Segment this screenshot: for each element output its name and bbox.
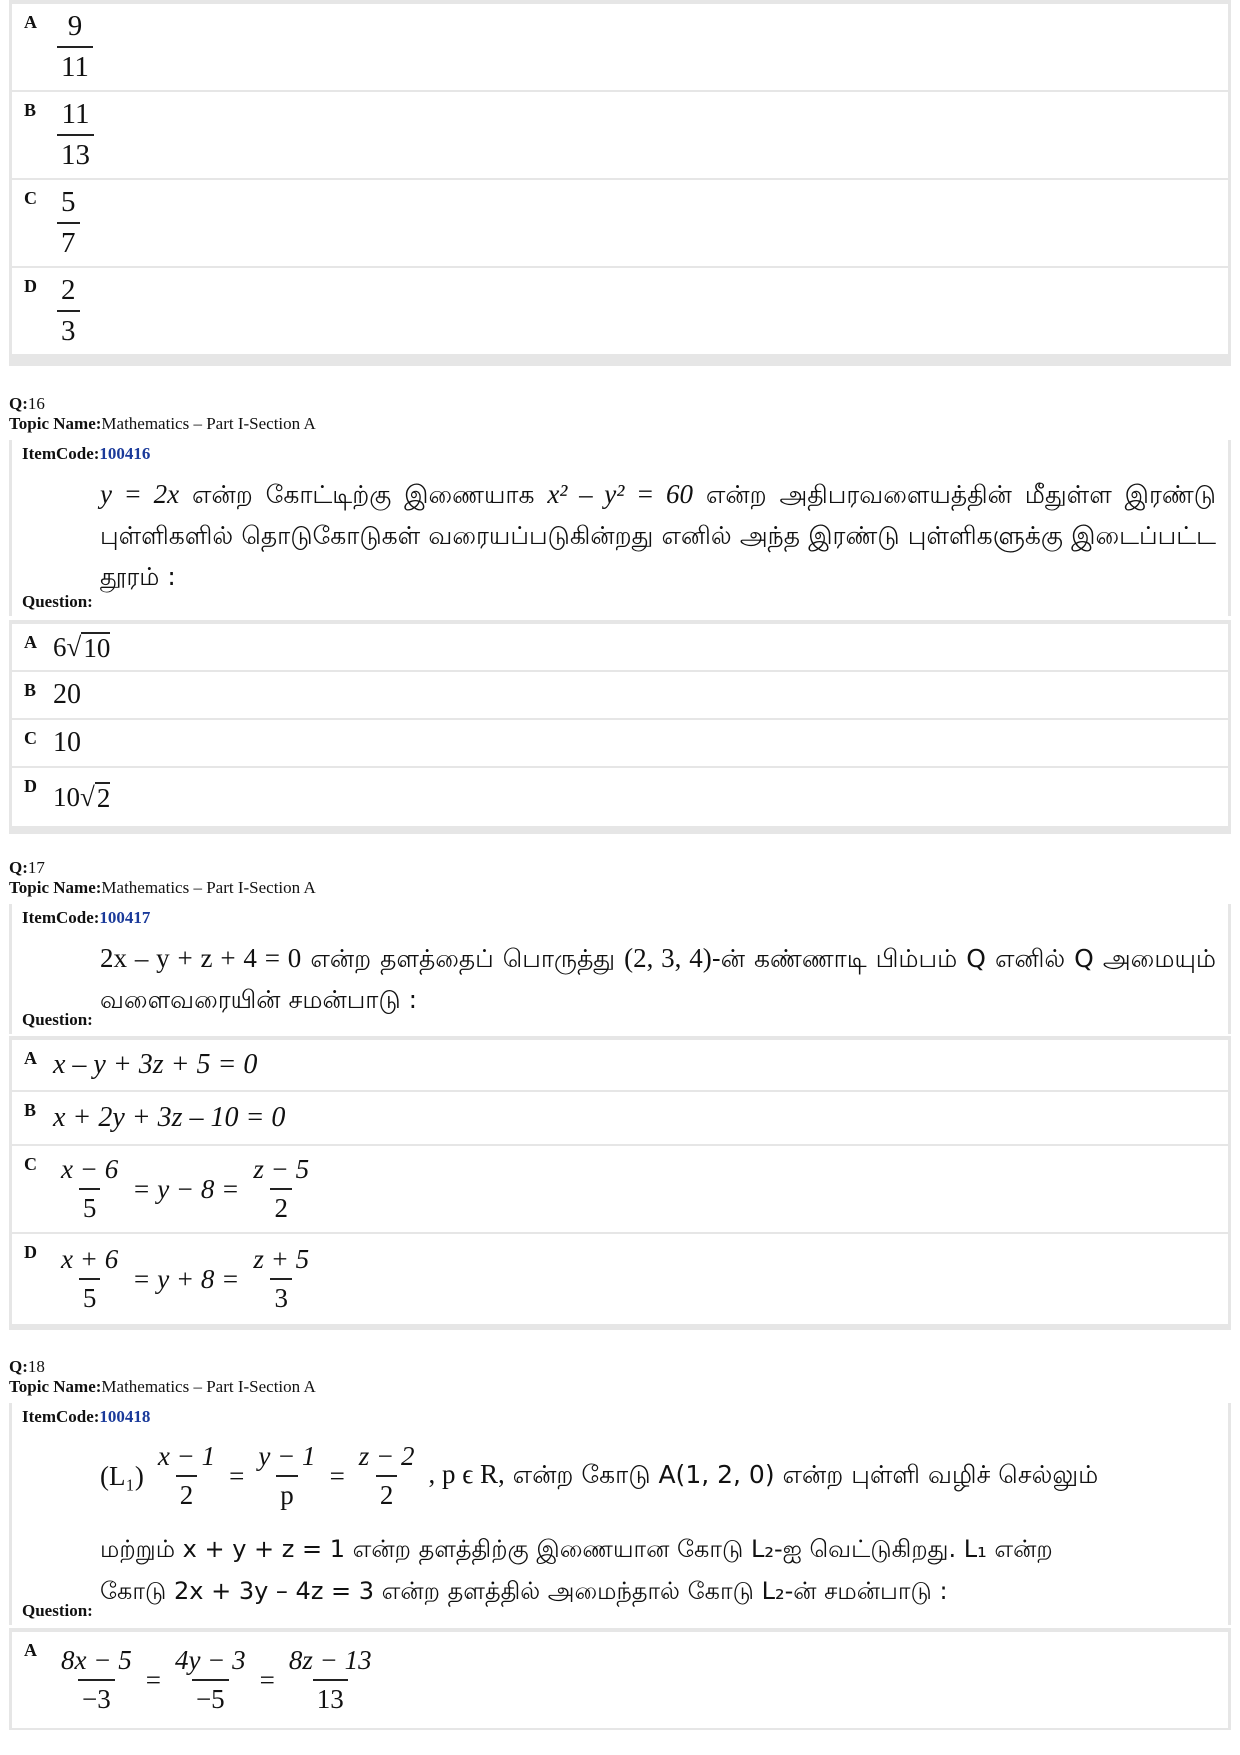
question-label: Question:: [22, 1010, 93, 1029]
option-row[interactable]: B x + 2y + 3z – 10 = 0: [12, 1092, 1228, 1144]
q16-question-box: [9, 440, 1231, 616]
option-fraction: $\frac{11}{13}$: [57, 98, 94, 172]
option-letter: B: [12, 92, 40, 178]
option-fraction: $\frac{9}{11}$: [57, 10, 93, 84]
item-code: ItemCode:100418: [22, 1407, 151, 1426]
topic-name: Mathematics – Part I-Section A: [101, 414, 316, 433]
option-row[interactable]: D $\frac{x + 6}{5}$ = y + 8 = $\frac{z + 5}{3}$: [12, 1234, 1228, 1324]
question-text: 2x – y + z + 4 = 0 என்ற தளத்தைப் பொருத்து (2, 3, 4)-ன் கண்ணாடி பிம்பம் Q எனில் Q அமையும் வளைவரையின் சமன்பாடு :: [100, 943, 1216, 1014]
option-row[interactable]: C 10: [12, 720, 1228, 766]
q17-question-box: [9, 904, 1231, 1034]
option-row[interactable]: C $\frac{x - 6}{5}$ = y − 8 = $\frac{z - 5}{2}$: [12, 1146, 1228, 1232]
q15-options: [9, 0, 1231, 366]
option-row[interactable]: [12, 180, 1228, 266]
question-text-line-3: கோடு 2x + 3y – 4z = 3 என்ற தளத்தில் அமைந்தால் கோடு L₂-ன் சமன்பாடு :: [100, 1577, 948, 1605]
option-row[interactable]: [12, 4, 1228, 90]
question-text-line-2: மற்றும் x + y + z = 1 என்ற தளத்திற்கு இணையான கோடு L₂-ஐ வெட்டுகிறது. L₁ என்ற: [100, 1535, 1053, 1563]
q17-options: [9, 1036, 1231, 1330]
question-text: y = 2x என்ற கோட்டிற்கு இணையாக x² – y² = 60 என்ற அதிபரவளையத்தின் மீதுள்ள இரண்டு புள்ளிகளில் தொடுகோடுகள் வரையப்படுகின்றது எனில் அந்த இரண்டு புள்ளிகளுக்கு இடைப்பட்ட தூரம் :: [100, 479, 1216, 591]
item-code: ItemCode:100417: [22, 908, 151, 927]
q17-header: Q:17 Topic Name:Mathematics – Part I-Section A: [9, 858, 316, 897]
option-letter: D: [12, 268, 40, 354]
option-letter: D: [12, 768, 40, 826]
q18-question-box: [9, 1403, 1231, 1625]
option-letter: A: [12, 4, 40, 90]
question-number-label: Q:: [9, 394, 28, 413]
q18-options: [9, 1628, 1231, 1730]
q16-options: [9, 620, 1231, 834]
option-row[interactable]: A 6 √ 10: [12, 624, 1228, 670]
option-letter: C: [12, 180, 40, 266]
option-fraction: $\frac{5}{7}$: [57, 186, 80, 260]
question-label: Question:: [22, 592, 93, 611]
option-letter: C: [12, 720, 40, 766]
question-number: 16: [27, 394, 45, 413]
question-text-line-1: (L₁) $\frac{x - 1}{2}$ = $\frac{y - 1}{p}$ = $\frac{z - 2}{2}$ , p ϵ R, என்ற கோடு A(1, 2, 0) என்ற புள்ளி வழிச் செல்லும்: [100, 1441, 1099, 1510]
option-fraction: $\frac{2}{3}$: [57, 274, 80, 348]
option-row[interactable]: [12, 92, 1228, 178]
option-row[interactable]: A x – y + 3z + 5 = 0: [12, 1040, 1228, 1090]
topic-label: Topic Name:: [9, 414, 102, 433]
option-row[interactable]: B 20: [12, 672, 1228, 718]
option-letter: B: [12, 672, 40, 718]
q16-header: [9, 394, 316, 434]
option-row[interactable]: A $\frac{8x - 5}{-3}$ = $\frac{4y - 3}{-5}$ = $\frac{8z - 13}{13}$: [12, 1632, 1228, 1728]
option-row[interactable]: D 10 √ 2: [12, 768, 1228, 826]
option-row[interactable]: [12, 268, 1228, 354]
option-letter: A: [12, 624, 40, 670]
q18-header: Q:18 Topic Name:Mathematics – Part I-Section A: [9, 1357, 316, 1396]
item-code: ItemCode:100416: [22, 444, 151, 463]
question-label: Question:: [22, 1601, 93, 1620]
